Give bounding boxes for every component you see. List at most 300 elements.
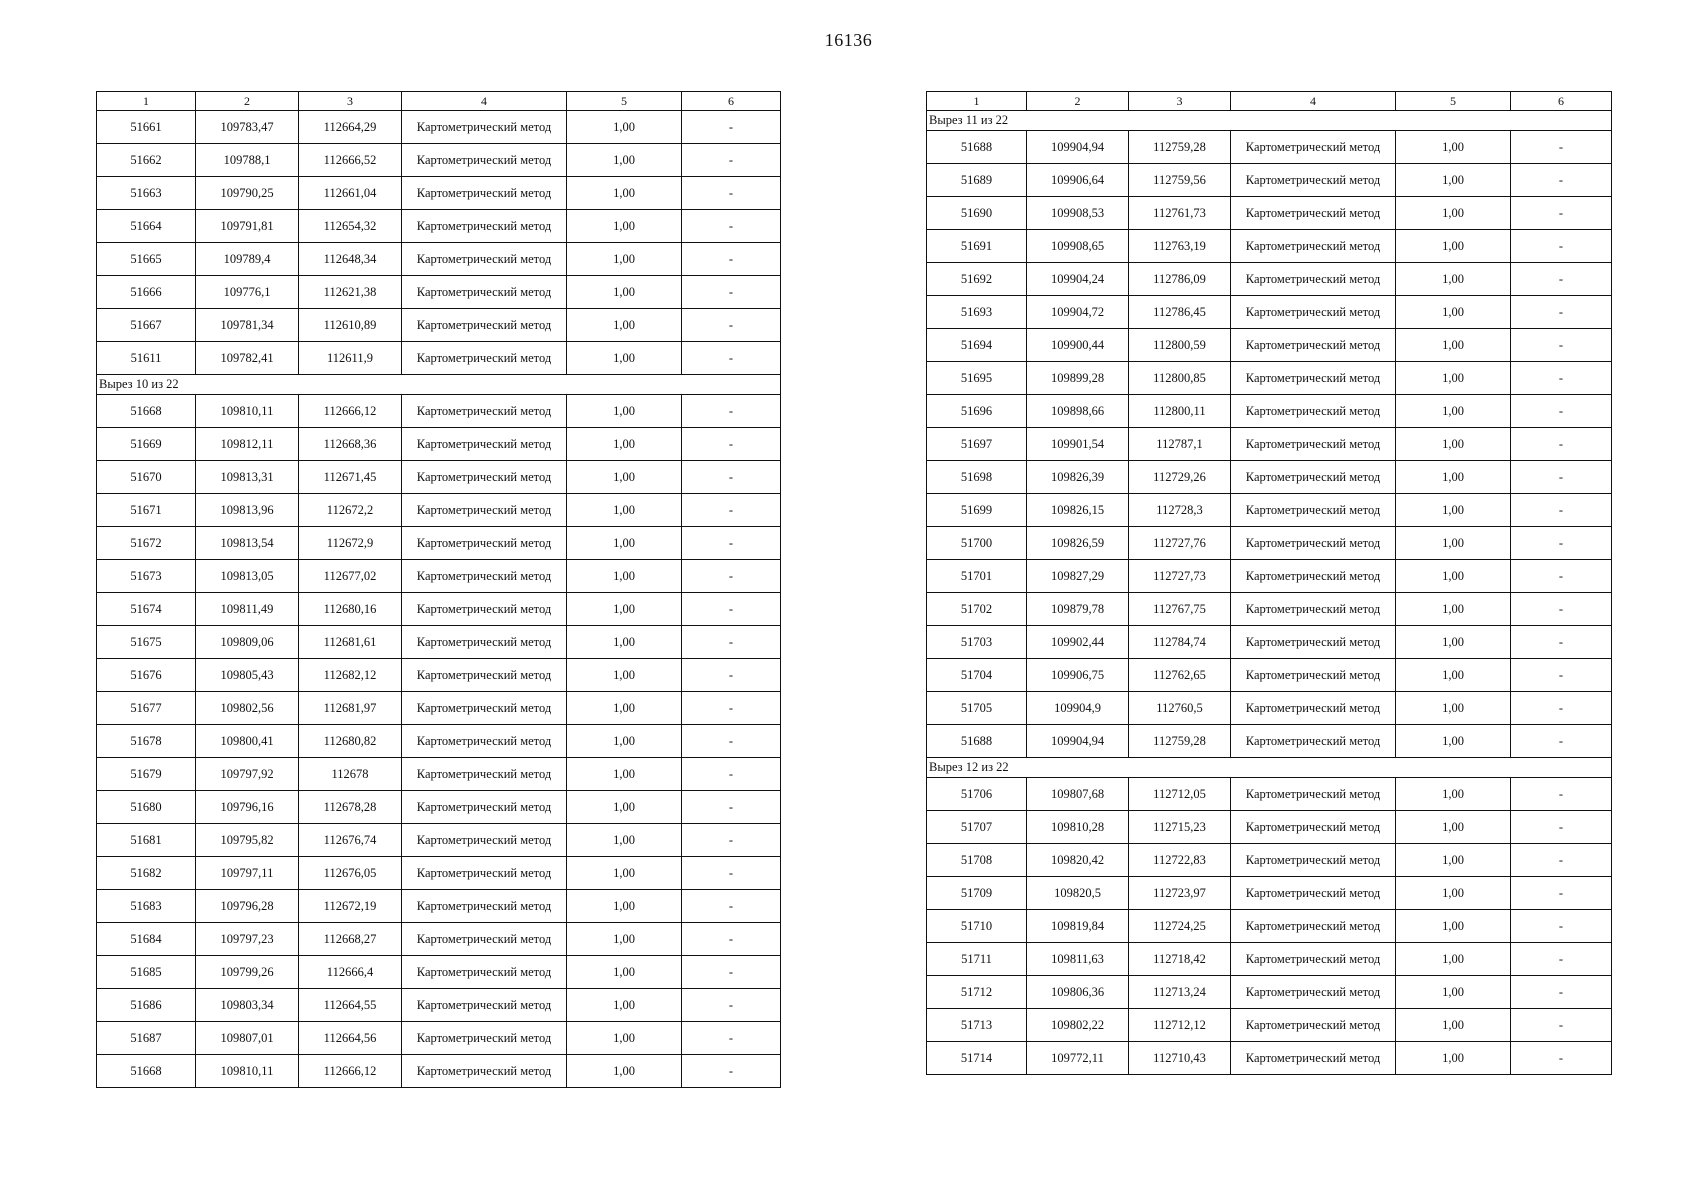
table-cell-col-5: 1,00 (1396, 164, 1511, 197)
table-cell-col-4: Картометрический метод (1231, 494, 1396, 527)
table-cell-col-5: 1,00 (1396, 811, 1511, 844)
table-cell-col-6: - (1511, 659, 1612, 692)
table-cell-col-6: - (1511, 527, 1612, 560)
table-cell-col-1: 51681 (97, 824, 196, 857)
table-row (927, 844, 1612, 877)
table-cell-col-3: 112767,75 (1129, 593, 1231, 626)
table-cell-col-3: 112621,38 (299, 276, 402, 309)
table-cell-col-3: 112672,9 (299, 527, 402, 560)
table-cell-col-2: 109826,59 (1027, 527, 1129, 560)
table-cell-col-3: 112671,45 (299, 461, 402, 494)
table-row (927, 131, 1612, 164)
table-cell-col-3: 112784,74 (1129, 626, 1231, 659)
table-cell-col-3: 112763,19 (1129, 230, 1231, 263)
table-cell-col-6: - (682, 428, 781, 461)
table-cell-col-5: 1,00 (567, 659, 682, 692)
table-row (97, 659, 781, 692)
table-cell-col-1: 51672 (97, 527, 196, 560)
table-cell-col-5: 1,00 (567, 527, 682, 560)
page-number: 16136 (824, 30, 873, 50)
table-cell-col-4: Картометрический метод (1231, 395, 1396, 428)
table-cell-col-1: 51714 (927, 1042, 1027, 1075)
column-header: 3 (1129, 92, 1231, 111)
table-cell-col-1: 51694 (927, 329, 1027, 362)
table-cell-col-4: Картометрический метод (402, 342, 567, 375)
table-cell-col-2: 109783,47 (196, 111, 299, 144)
table-cell-col-4: Картометрический метод (1231, 626, 1396, 659)
table-cell-col-6: - (682, 276, 781, 309)
table-cell-col-5: 1,00 (1396, 626, 1511, 659)
table-cell-col-1: 51679 (97, 758, 196, 791)
table-cell-col-6: - (682, 1022, 781, 1055)
table-row (97, 243, 781, 276)
table-cell-col-5: 1,00 (1396, 593, 1511, 626)
table-cell-col-5: 1,00 (1396, 692, 1511, 725)
table-cell-col-3: 112678,28 (299, 791, 402, 824)
section-header-row (927, 758, 1612, 778)
table-row (927, 428, 1612, 461)
table-cell-col-6: - (1511, 164, 1612, 197)
table-cell-col-2: 109820,42 (1027, 844, 1129, 877)
table-cell-col-5: 1,00 (567, 560, 682, 593)
table-cell-col-5: 1,00 (1396, 1042, 1511, 1075)
table-cell-col-4: Картометрический метод (1231, 910, 1396, 943)
table-cell-col-5: 1,00 (567, 857, 682, 890)
table-cell-col-6: - (1511, 778, 1612, 811)
table-cell-col-2: 109904,72 (1027, 296, 1129, 329)
table-cell-col-1: 51685 (97, 956, 196, 989)
table-cell-col-1: 51675 (97, 626, 196, 659)
table-cell-col-2: 109807,01 (196, 1022, 299, 1055)
table-cell-col-6: - (682, 243, 781, 276)
table-cell-col-3: 112759,28 (1129, 725, 1231, 758)
table-cell-col-6: - (682, 342, 781, 375)
table-cell-col-3: 112786,09 (1129, 263, 1231, 296)
table-cell-col-1: 51683 (97, 890, 196, 923)
table-cell-col-6: - (1511, 329, 1612, 362)
section-label: Вырез 10 из 22 (97, 375, 781, 395)
table-cell-col-3: 112681,97 (299, 692, 402, 725)
table-cell-col-2: 109904,94 (1027, 131, 1129, 164)
table-cell-col-5: 1,00 (567, 956, 682, 989)
table-cell-col-4: Картометрический метод (402, 1022, 567, 1055)
table-cell-col-4: Картометрический метод (402, 626, 567, 659)
table-row (97, 857, 781, 890)
column-header: 4 (402, 92, 567, 111)
table-cell-col-6: - (682, 758, 781, 791)
table-cell-col-2: 109908,53 (1027, 197, 1129, 230)
table-cell-col-3: 112718,42 (1129, 943, 1231, 976)
table-cell-col-2: 109809,06 (196, 626, 299, 659)
table-cell-col-1: 51674 (97, 593, 196, 626)
table-cell-col-5: 1,00 (567, 626, 682, 659)
table-cell-col-4: Картометрический метод (402, 824, 567, 857)
table-cell-col-3: 112727,73 (1129, 560, 1231, 593)
table-cell-col-1: 51708 (927, 844, 1027, 877)
table-cell-col-6: - (1511, 877, 1612, 910)
table-row (927, 362, 1612, 395)
table-cell-col-6: - (1511, 692, 1612, 725)
table-cell-col-1: 51680 (97, 791, 196, 824)
table-cell-col-3: 112723,97 (1129, 877, 1231, 910)
table-cell-col-6: - (1511, 1042, 1612, 1075)
table-row (97, 527, 781, 560)
table-cell-col-3: 112760,5 (1129, 692, 1231, 725)
column-header: 1 (927, 92, 1027, 111)
table-cell-col-2: 109788,1 (196, 144, 299, 177)
table-cell-col-3: 112761,73 (1129, 197, 1231, 230)
table-cell-col-1: 51707 (927, 811, 1027, 844)
table-cell-col-4: Картометрический метод (402, 177, 567, 210)
table-row (927, 659, 1612, 692)
table-cell-col-2: 109797,92 (196, 758, 299, 791)
table-cell-col-5: 1,00 (1396, 725, 1511, 758)
table-cell-col-5: 1,00 (567, 494, 682, 527)
table-cell-col-4: Картометрический метод (402, 857, 567, 890)
table-cell-col-6: - (1511, 560, 1612, 593)
table-cell-col-6: - (682, 659, 781, 692)
table-cell-col-3: 112678 (299, 758, 402, 791)
table-row (97, 144, 781, 177)
table-cell-col-1: 51690 (927, 197, 1027, 230)
table-cell-col-5: 1,00 (567, 177, 682, 210)
column-header: 3 (299, 92, 402, 111)
table-cell-col-1: 51676 (97, 659, 196, 692)
table-cell-col-4: Картометрический метод (1231, 296, 1396, 329)
table-cell-col-4: Картометрический метод (1231, 593, 1396, 626)
table-cell-col-4: Картометрический метод (1231, 778, 1396, 811)
table-row (927, 725, 1612, 758)
table-cell-col-2: 109906,75 (1027, 659, 1129, 692)
table-cell-col-5: 1,00 (567, 276, 682, 309)
table-cell-col-4: Картометрический метод (1231, 230, 1396, 263)
column-header: 5 (567, 92, 682, 111)
table-cell-col-4: Картометрический метод (402, 276, 567, 309)
table-cell-col-5: 1,00 (1396, 844, 1511, 877)
table-row (927, 263, 1612, 296)
table-cell-col-2: 109802,56 (196, 692, 299, 725)
table-cell-col-5: 1,00 (1396, 1009, 1511, 1042)
table-cell-col-3: 112800,11 (1129, 395, 1231, 428)
table-cell-col-6: - (682, 923, 781, 956)
table-cell-col-2: 109796,16 (196, 791, 299, 824)
table-cell-col-6: - (1511, 626, 1612, 659)
table-cell-col-5: 1,00 (1396, 778, 1511, 811)
coordinates-table-right (926, 91, 1612, 1075)
column-header: 4 (1231, 92, 1396, 111)
table-row (97, 824, 781, 857)
table-cell-col-1: 51698 (927, 461, 1027, 494)
table-cell-col-6: - (682, 989, 781, 1022)
column-header: 5 (1396, 92, 1511, 111)
table-cell-col-6: - (682, 177, 781, 210)
table-cell-col-4: Картометрический метод (1231, 263, 1396, 296)
table-cell-col-5: 1,00 (567, 342, 682, 375)
table-cell-col-3: 112664,56 (299, 1022, 402, 1055)
table-cell-col-2: 109781,34 (196, 309, 299, 342)
table-cell-col-2: 109795,82 (196, 824, 299, 857)
table-cell-col-2: 109908,65 (1027, 230, 1129, 263)
table-cell-col-6: - (682, 527, 781, 560)
table-cell-col-6: - (682, 494, 781, 527)
table-cell-col-6: - (682, 857, 781, 890)
table-cell-col-6: - (1511, 296, 1612, 329)
table-cell-col-1: 51611 (97, 342, 196, 375)
table-cell-col-1: 51663 (97, 177, 196, 210)
table-cell-col-3: 112759,56 (1129, 164, 1231, 197)
table-cell-col-1: 51709 (927, 877, 1027, 910)
table-cell-col-1: 51667 (97, 309, 196, 342)
table-row (927, 296, 1612, 329)
table-cell-col-4: Картометрический метод (402, 461, 567, 494)
table-cell-col-1: 51687 (97, 1022, 196, 1055)
table-header-row (927, 92, 1612, 111)
table-cell-col-1: 51673 (97, 560, 196, 593)
table-cell-col-6: - (1511, 362, 1612, 395)
table-cell-col-5: 1,00 (1396, 362, 1511, 395)
column-header: 2 (196, 92, 299, 111)
table-cell-col-1: 51661 (97, 111, 196, 144)
table-row (97, 758, 781, 791)
table-cell-col-2: 109812,11 (196, 428, 299, 461)
table-cell-col-4: Картометрический метод (402, 1055, 567, 1088)
table-cell-col-2: 109800,41 (196, 725, 299, 758)
table-cell-col-4: Картометрический метод (402, 791, 567, 824)
table-cell-col-6: - (682, 593, 781, 626)
table-cell-col-4: Картометрический метод (1231, 1009, 1396, 1042)
table-row (97, 923, 781, 956)
table-cell-col-6: - (1511, 131, 1612, 164)
coordinates-table-left (96, 91, 781, 1088)
table-row (927, 1009, 1612, 1042)
table-cell-col-6: - (682, 626, 781, 659)
table-cell-col-3: 112666,52 (299, 144, 402, 177)
table-cell-col-4: Картометрический метод (1231, 362, 1396, 395)
table-cell-col-1: 51710 (927, 910, 1027, 943)
table-cell-col-3: 112800,85 (1129, 362, 1231, 395)
table-cell-col-5: 1,00 (1396, 131, 1511, 164)
table-cell-col-3: 112727,76 (1129, 527, 1231, 560)
table-cell-col-3: 112713,24 (1129, 976, 1231, 1009)
table-cell-col-4: Картометрический метод (1231, 164, 1396, 197)
table-row (97, 210, 781, 243)
table-cell-col-4: Картометрический метод (402, 659, 567, 692)
table-row (927, 811, 1612, 844)
table-cell-col-6: - (1511, 263, 1612, 296)
table-cell-col-5: 1,00 (1396, 877, 1511, 910)
table-cell-col-3: 112712,12 (1129, 1009, 1231, 1042)
table-cell-col-5: 1,00 (1396, 230, 1511, 263)
table-row (97, 956, 781, 989)
table-row (927, 164, 1612, 197)
table-cell-col-2: 109790,25 (196, 177, 299, 210)
table-row (97, 593, 781, 626)
table-row (927, 329, 1612, 362)
table-cell-col-3: 112610,89 (299, 309, 402, 342)
table-cell-col-1: 51701 (927, 560, 1027, 593)
table-cell-col-4: Картометрический метод (1231, 527, 1396, 560)
table-cell-col-1: 51670 (97, 461, 196, 494)
section-header-row (927, 111, 1612, 131)
table-cell-col-4: Картометрический метод (402, 527, 567, 560)
table-cell-col-6: - (682, 461, 781, 494)
table-cell-col-4: Картометрический метод (402, 692, 567, 725)
table-cell-col-4: Картометрический метод (402, 758, 567, 791)
table-cell-col-4: Картометрический метод (402, 725, 567, 758)
table-cell-col-1: 51668 (97, 1055, 196, 1088)
table-cell-col-2: 109805,43 (196, 659, 299, 692)
table-cell-col-2: 109904,24 (1027, 263, 1129, 296)
table-cell-col-1: 51682 (97, 857, 196, 890)
table-cell-col-5: 1,00 (567, 890, 682, 923)
table-cell-col-2: 109799,26 (196, 956, 299, 989)
table-cell-col-3: 112715,23 (1129, 811, 1231, 844)
table-cell-col-2: 109803,34 (196, 989, 299, 1022)
table-row (97, 626, 781, 659)
table-cell-col-3: 112712,05 (1129, 778, 1231, 811)
table-cell-col-3: 112676,05 (299, 857, 402, 890)
table-cell-col-2: 109902,44 (1027, 626, 1129, 659)
table-cell-col-2: 109807,68 (1027, 778, 1129, 811)
table-cell-col-6: - (682, 692, 781, 725)
table-cell-col-2: 109819,84 (1027, 910, 1129, 943)
table-cell-col-5: 1,00 (567, 725, 682, 758)
table-cell-col-2: 109813,96 (196, 494, 299, 527)
table-row (97, 791, 781, 824)
table-row (97, 461, 781, 494)
table-cell-col-4: Картометрический метод (1231, 692, 1396, 725)
table-row (927, 626, 1612, 659)
table-cell-col-1: 51665 (97, 243, 196, 276)
table-cell-col-5: 1,00 (567, 395, 682, 428)
table-row (927, 230, 1612, 263)
table-cell-col-1: 51711 (927, 943, 1027, 976)
table-cell-col-1: 51693 (927, 296, 1027, 329)
table-cell-col-3: 112677,02 (299, 560, 402, 593)
table-cell-col-4: Картометрический метод (1231, 725, 1396, 758)
table-cell-col-1: 51668 (97, 395, 196, 428)
table-cell-col-2: 109810,11 (196, 395, 299, 428)
table-cell-col-3: 112661,04 (299, 177, 402, 210)
table-cell-col-4: Картометрический метод (402, 890, 567, 923)
table-cell-col-2: 109827,29 (1027, 560, 1129, 593)
table-cell-col-6: - (1511, 943, 1612, 976)
table-cell-col-6: - (682, 560, 781, 593)
table-cell-col-3: 112729,26 (1129, 461, 1231, 494)
table-cell-col-1: 51689 (927, 164, 1027, 197)
table-row (97, 309, 781, 342)
table-row (97, 276, 781, 309)
table-row (97, 1055, 781, 1088)
table-cell-col-5: 1,00 (1396, 943, 1511, 976)
table-cell-col-5: 1,00 (567, 758, 682, 791)
table-cell-col-3: 112666,4 (299, 956, 402, 989)
table-cell-col-6: - (682, 144, 781, 177)
table-cell-col-3: 112710,43 (1129, 1042, 1231, 1075)
table-cell-col-2: 109906,64 (1027, 164, 1129, 197)
table-row (927, 197, 1612, 230)
table-cell-col-1: 51686 (97, 989, 196, 1022)
table-cell-col-1: 51671 (97, 494, 196, 527)
table-cell-col-6: - (682, 791, 781, 824)
table-cell-col-1: 51688 (927, 131, 1027, 164)
table-cell-col-6: - (682, 1055, 781, 1088)
table-cell-col-3: 112787,1 (1129, 428, 1231, 461)
table-row (927, 877, 1612, 910)
table-cell-col-5: 1,00 (1396, 494, 1511, 527)
table-cell-col-2: 109813,54 (196, 527, 299, 560)
table-cell-col-3: 112666,12 (299, 1055, 402, 1088)
table-cell-col-3: 112648,34 (299, 243, 402, 276)
section-label: Вырез 12 из 22 (927, 758, 1612, 778)
table-cell-col-1: 51700 (927, 527, 1027, 560)
table-cell-col-6: - (1511, 461, 1612, 494)
table-cell-col-1: 51684 (97, 923, 196, 956)
table-cell-col-4: Картометрический метод (1231, 428, 1396, 461)
table-cell-col-5: 1,00 (1396, 659, 1511, 692)
table-row (97, 177, 781, 210)
table-cell-col-2: 109879,78 (1027, 593, 1129, 626)
table-cell-col-3: 112724,25 (1129, 910, 1231, 943)
table-cell-col-6: - (1511, 1009, 1612, 1042)
table-cell-col-1: 51695 (927, 362, 1027, 395)
table-cell-col-4: Картометрический метод (402, 923, 567, 956)
table-cell-col-4: Картометрический метод (402, 560, 567, 593)
table-cell-col-2: 109810,11 (196, 1055, 299, 1088)
table-cell-col-3: 112654,32 (299, 210, 402, 243)
table-cell-col-3: 112722,83 (1129, 844, 1231, 877)
table-cell-col-1: 51678 (97, 725, 196, 758)
table-cell-col-2: 109826,39 (1027, 461, 1129, 494)
table-cell-col-6: - (1511, 230, 1612, 263)
table-header-row (97, 92, 781, 111)
table-row (97, 725, 781, 758)
table-cell-col-6: - (682, 725, 781, 758)
table-cell-col-5: 1,00 (567, 824, 682, 857)
table-cell-col-2: 109782,41 (196, 342, 299, 375)
table-cell-col-3: 112728,3 (1129, 494, 1231, 527)
table-row (927, 778, 1612, 811)
table-cell-col-1: 51705 (927, 692, 1027, 725)
table-cell-col-5: 1,00 (1396, 527, 1511, 560)
table-cell-col-2: 109796,28 (196, 890, 299, 923)
table-cell-col-3: 112664,55 (299, 989, 402, 1022)
table-cell-col-6: - (1511, 395, 1612, 428)
table-cell-col-3: 112786,45 (1129, 296, 1231, 329)
table-cell-col-1: 51677 (97, 692, 196, 725)
column-header: 1 (97, 92, 196, 111)
table-cell-col-5: 1,00 (567, 461, 682, 494)
table-cell-col-5: 1,00 (1396, 329, 1511, 362)
table-cell-col-2: 109904,94 (1027, 725, 1129, 758)
table-cell-col-4: Картометрический метод (1231, 329, 1396, 362)
table-row (927, 494, 1612, 527)
table-cell-col-1: 51662 (97, 144, 196, 177)
table-cell-col-3: 112672,19 (299, 890, 402, 923)
table-cell-col-2: 109826,15 (1027, 494, 1129, 527)
table-cell-col-3: 112682,12 (299, 659, 402, 692)
table-cell-col-4: Картометрический метод (1231, 844, 1396, 877)
table-cell-col-1: 51713 (927, 1009, 1027, 1042)
table-cell-col-5: 1,00 (1396, 976, 1511, 1009)
table-cell-col-3: 112611,9 (299, 342, 402, 375)
table-cell-col-5: 1,00 (1396, 560, 1511, 593)
table-cell-col-4: Картометрический метод (402, 111, 567, 144)
table-cell-col-3: 112680,16 (299, 593, 402, 626)
table-row (97, 560, 781, 593)
table-row (97, 1022, 781, 1055)
table-cell-col-4: Картометрический метод (1231, 943, 1396, 976)
